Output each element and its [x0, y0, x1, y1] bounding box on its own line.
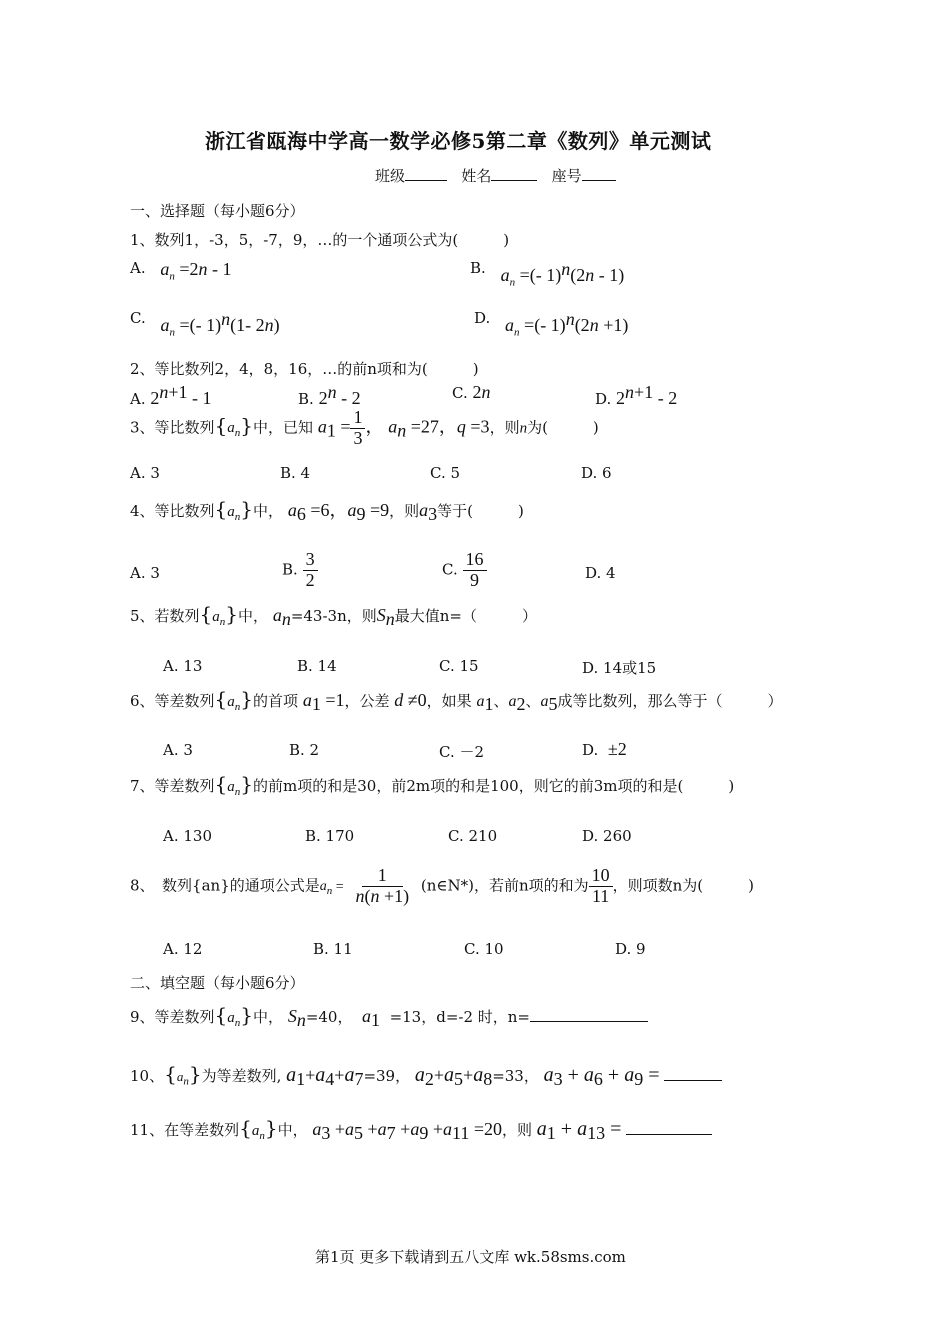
- seat-label: 座号: [551, 167, 582, 185]
- q6-option-b: B. 2: [289, 741, 320, 759]
- q2-option-a: A. $2^{n+1} - 1$: [130, 382, 212, 408]
- q4-option-c: C. $\frac{16}{9}$: [442, 550, 487, 591]
- q5-option-d: D. 14或15: [582, 659, 657, 677]
- q2-option-b: B. 2$^n$ - 2: [298, 382, 361, 408]
- section-choice-heading: 一、选择题（每小题6分）: [130, 202, 305, 220]
- q7-option-a: A. 130: [163, 827, 212, 845]
- page-footer: 第1页 更多下载请到五八文库 wk.58sms.com: [315, 1248, 626, 1266]
- q3-option-d: D. 6: [581, 464, 612, 482]
- q2-option-d: D. $2^{n+1} - 2$: [595, 382, 678, 408]
- q8-option-d: D. 9: [615, 940, 646, 958]
- question-3: 3、等比数列$\{a_n\}$中，已知 $a_1$ = $\frac{1}{3}$ ， $a_n =27$，q =3，则n为( ): [130, 407, 599, 448]
- question-5: 5、若数列$\{a_n\}$中， $a_n=43-3n$，则$S_n$最大值n=（ ）: [130, 602, 537, 629]
- q11-answer-blank: [626, 1134, 712, 1135]
- name-label: 姓名: [461, 167, 492, 185]
- q10-answer-blank: [664, 1080, 722, 1081]
- q6-option-d: D. ±2: [582, 739, 627, 759]
- question-8: 8、 数列{an}的通项公式是$a_n$ = $\frac{1}{n(n +1)}$ (n∈N*)，若前n项的和为 $\frac{10}{11}$ ，则项数n为( ): [130, 865, 755, 906]
- section-fill-heading: 二、填空题（每小题6分）: [130, 974, 305, 992]
- question-1-text: 1、数列1，-3，5，-7，9，…的一个通项公式为( ): [130, 231, 510, 249]
- question-9: 9、等差数列$\{a_n\}$中， $S_n=40$， $a_1 =13$，d=-2 时，n=: [130, 1003, 648, 1031]
- q4-option-a: A. 3: [130, 564, 160, 582]
- q8-option-b: B. 11: [313, 940, 353, 958]
- q2-option-c: C. 2n: [452, 382, 491, 402]
- q4-option-d: D. 4: [585, 564, 616, 582]
- q1-option-b: B. $a_n$ =(- 1)$^n$(2n - 1): [470, 259, 625, 289]
- seat-blank: [582, 180, 616, 181]
- q8-option-c: C. 10: [464, 940, 504, 958]
- question-6: 6、等差数列$\{a_n\}$的首项 $a_1 =1$，公差 d ≠0，如果 $a_1$、$a_2$、$a_5$成等比数列，那么等于（ ）: [130, 687, 783, 714]
- question-4: 4、等比数列$\{a_n\}$中， $a_6 =6$，$a_9 =9$，则$a_3$等于( ): [130, 497, 524, 524]
- q7-option-c: C. 210: [448, 827, 498, 845]
- q5-option-a: A. 13: [163, 657, 203, 675]
- q9-answer-blank: [530, 1021, 648, 1022]
- q1-option-c: C. $a_n$ =(- 1)$^n$(1- 2n): [130, 309, 280, 339]
- q5-option-c: C. 15: [439, 657, 479, 675]
- question-7: 7、等差数列$\{a_n\}$的前m项的和是30，前2m项的和是100，则它的前3m项的和是( ): [130, 772, 735, 798]
- q1-option-a: A. $a_n =2n - 1$: [130, 259, 232, 283]
- question-10: 10、$\{a_n\}$为等差数列, $a_1+a_4+a_7=39$， $a_2+a_5+a_8=33$， $a_3 + a_6 + a_9$ =: [130, 1062, 722, 1090]
- question-11: 11、在等差数列$\{a_n\}$中， $a_3 +a_5 +a_7 +a_9 +a_{11} =20$，则 $a_1 + a_{13}$ =: [130, 1116, 712, 1144]
- q5-option-b: B. 14: [297, 657, 337, 675]
- question-2-text: 2、等比数列2，4，8，16，…的前n项和为( ): [130, 360, 479, 378]
- q3-option-a: A. 3: [130, 464, 160, 482]
- name-blank: [491, 180, 537, 181]
- q7-option-b: B. 170: [305, 827, 355, 845]
- q4-option-b: B. $\frac{3}{2}$: [282, 550, 318, 591]
- q6-option-a: A. 3: [163, 741, 193, 759]
- class-blank: [405, 180, 447, 181]
- q6-option-c: C. －2: [439, 743, 485, 761]
- q1-option-d: D. $a_n$ =(- 1)$^n$(2n +1): [474, 309, 629, 339]
- class-label: 班级: [375, 167, 406, 185]
- q8-option-a: A. 12: [163, 940, 203, 958]
- q3-option-b: B. 4: [280, 464, 311, 482]
- student-info: [375, 165, 616, 186]
- q7-option-d: D. 260: [582, 827, 632, 845]
- page-title: 浙江省瓯海中学高一数学必修5第二章《数列》单元测试: [205, 129, 712, 153]
- q3-option-c: C. 5: [430, 464, 461, 482]
